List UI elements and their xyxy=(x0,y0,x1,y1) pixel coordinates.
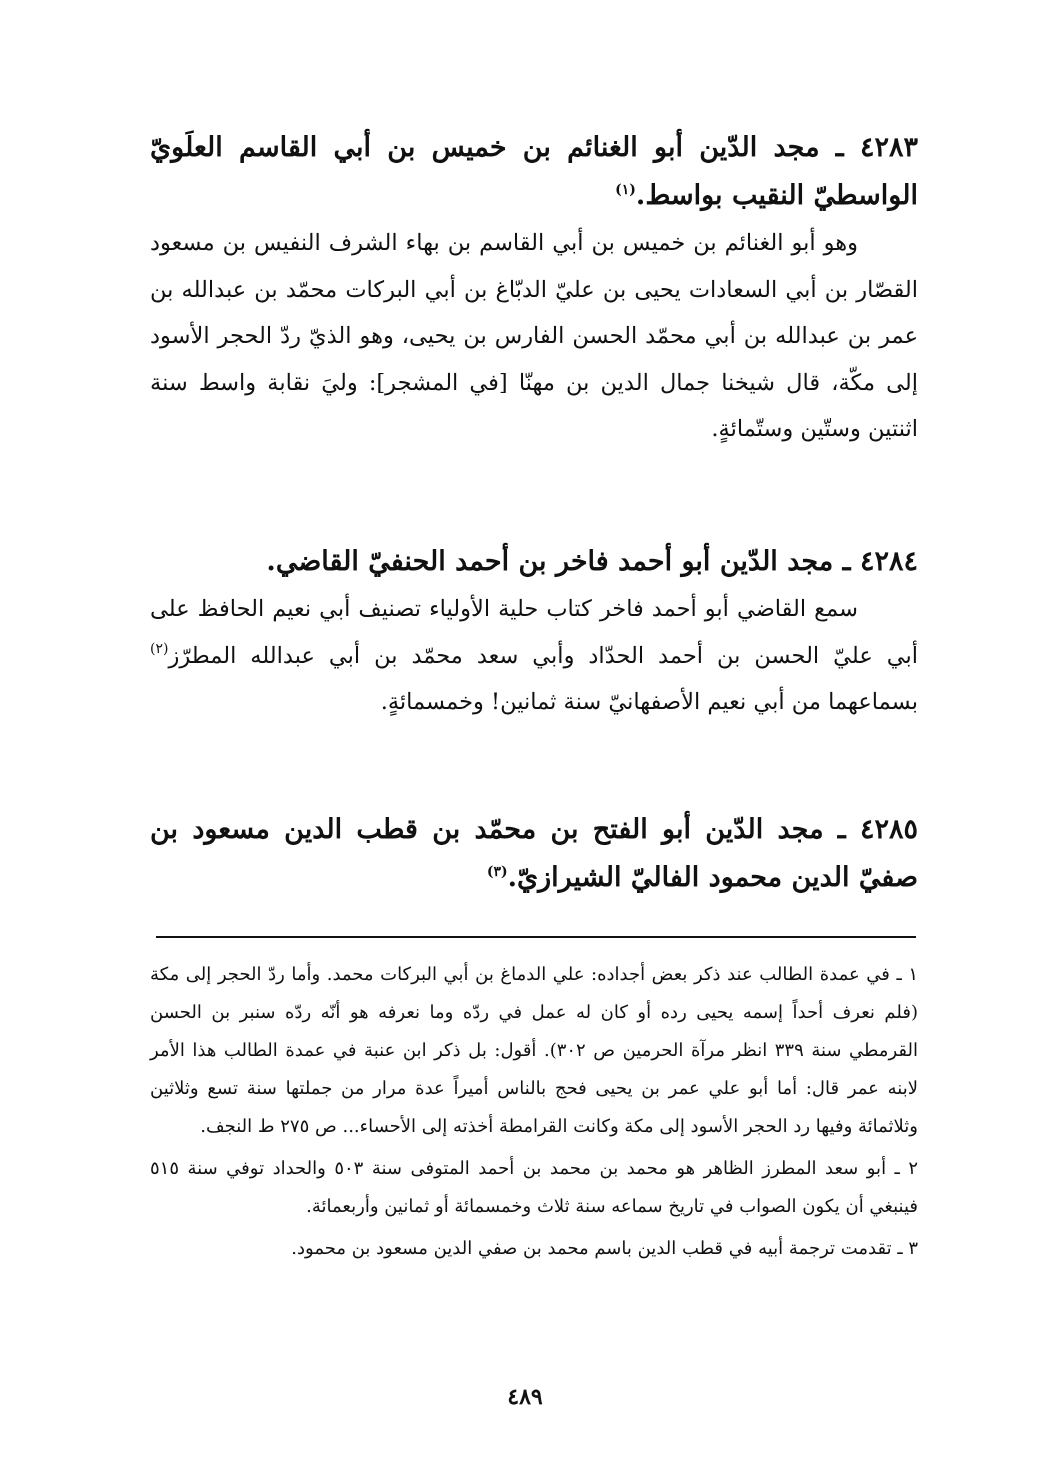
entry-body-part: بسماعهما من أبي نعيم الأصفهانيّ سنة ثمانين! وخمسمائةٍ. xyxy=(380,689,918,715)
footnote-1: ١ ـ في عمدة الطالب عند ذكر بعض أجداده: علي الدماغ بن أبي البركات محمد. وأما ردّ الحجر إلى مكة (فلم نعرف أحداً إسمه يحيى رده أو كان له عمل في ردّه وما نعرفه هو أنّه ردّه سنبر بن الحسن القرمطي سنة ٣٣٩ انظر مرآة الحرمين ص ٣٠٢). أقول: بل ذكر ابن عنبة في عمدة الطالب هذا الأمر لابنه عمر قال: أما أبو علي عمر بن يحيى فحج بالناس أميراً عدة مرار من جملتها سنة تسع وثلاثين وثلاثمائة وفيها رد الحجر الأسود إلى مكة وكانت القرامطة أخذته إلى الأحساء... ص ٢٧٥ ط النجف. xyxy=(150,964,918,1137)
entry-heading-text: ٤٢٨٣ ـ مجد الدّين أبو الغنائم بن خميس بن أبي القاسم العلَويّ الواسطيّ النقيب بواسط. xyxy=(150,132,918,211)
footnote-reference[interactable]: (٢) xyxy=(150,640,169,657)
entry-heading: ٤٢٨٤ ـ مجد الدّين أبو أحمد فاخر بن أحمد الحنفيّ القاضي. xyxy=(266,546,918,577)
entry-heading xyxy=(150,124,918,220)
entry-body-part: سمع القاضي أبو أحمد فاخر كتاب حلية الأولياء تصنيف أبي نعيم الحافظ على أبي عليّ الحسن بن أحمد الحدّاد وأبي سعد محمّد بن أبي عبدالله المطرّز xyxy=(150,596,918,669)
biography-entry-4285 xyxy=(150,806,918,902)
footnote-3: ٣ ـ تقدمت ترجمة أبيه في قطب الدين باسم محمد بن صفي الدين مسعود بن محمود. xyxy=(291,1238,918,1259)
footnotes-section xyxy=(150,956,918,1272)
entry-body-text: وهو أبو الغنائم بن خميس بن أبي القاسم بن بهاء الشرف النفيس بن مسعود القصّار بن أبي السعادات يحيى بن عليّ الدبّاغ بن أبي البركات محمّد بن عبدالله بن عمر بن عبدالله بن أبي محمّد الحسن الفارس بن يحيى، وهو الذيّ ردّ الحجر الأسود إلى مكّة، قال شيخنا جمال الدين بن مهنّا [في المشجر]: وليَ نقابة واسط سنة اثنتين وستّين وستّمائةٍ. xyxy=(150,230,918,442)
footnote-reference[interactable]: (٣) xyxy=(486,864,508,880)
biography-entry-4283 xyxy=(150,124,918,453)
footnote-divider xyxy=(156,936,916,938)
entry-heading-text: ٤٢٨٥ ـ مجد الدّين أبو الفتح بن محمّد بن قطب الدين مسعود بن صفيّ الدين محمود الفاليّ الشيرازيّ. xyxy=(150,814,918,893)
biography-entry-4284 xyxy=(150,538,918,726)
entry-body-text xyxy=(150,586,918,726)
footnote-reference[interactable]: (١) xyxy=(615,182,636,198)
entry-heading xyxy=(150,806,918,902)
page-number: ٤٨٩ xyxy=(507,1384,543,1410)
footnote-2: ٢ ـ أبو سعد المطرز الظاهر هو محمد بن محمد بن أحمد المتوفى سنة ٥٠٣ والحداد توفي سنة ٥١٥ فينبغي أن يكون الصواب في تاريخ سماعه سنة ثلاث وخمسمائة أو ثمانين وأربعمائة. xyxy=(150,1158,918,1217)
